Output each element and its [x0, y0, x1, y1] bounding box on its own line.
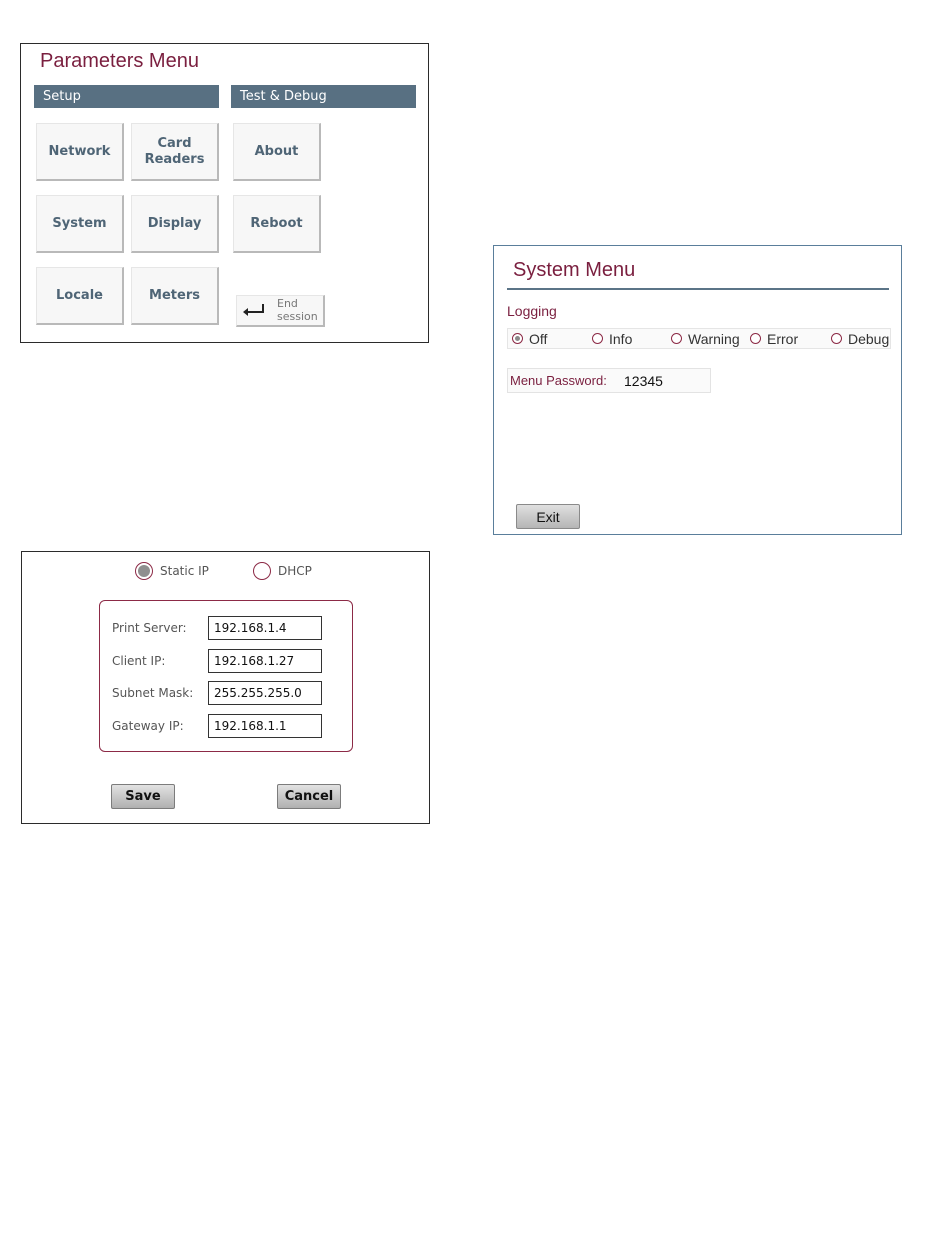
logging-radio-group	[507, 328, 891, 349]
logging-option-label: Off	[529, 330, 548, 347]
gateway-ip-row	[100, 714, 352, 738]
network-settings-panel	[21, 551, 430, 824]
menu-password-input[interactable]	[620, 370, 716, 391]
logging-option-debug[interactable]	[831, 329, 889, 348]
system-button[interactable]	[36, 195, 124, 253]
dhcp-radio[interactable]	[253, 560, 312, 582]
print-server-row	[100, 616, 352, 640]
end-session-button[interactable]	[236, 295, 325, 327]
radio-icon	[592, 333, 603, 344]
print-server-input[interactable]	[208, 616, 322, 640]
static-ip-radio[interactable]	[135, 560, 209, 582]
system-menu-title: System Menu	[513, 259, 636, 281]
exit-button[interactable]: Exit	[516, 504, 580, 529]
end-session-label: End session	[277, 297, 318, 323]
network-button[interactable]	[36, 123, 124, 181]
locale-button[interactable]	[36, 267, 124, 325]
client-ip-label: Client IP:	[112, 654, 166, 668]
meters-button[interactable]	[131, 267, 219, 325]
client-ip-row	[100, 649, 352, 673]
radio-icon	[671, 333, 682, 344]
about-button[interactable]	[233, 123, 321, 181]
print-server-label: Print Server:	[112, 621, 187, 635]
card-readers-button[interactable]	[131, 123, 219, 181]
radio-selected-icon	[512, 333, 523, 344]
radio-selected-icon	[135, 562, 153, 580]
test-debug-section-header: Test & Debug	[231, 85, 416, 108]
gateway-ip-input[interactable]	[208, 714, 322, 738]
card-readers-button-label: Card Readers	[144, 135, 205, 167]
system-menu-panel	[493, 245, 902, 535]
menu-password-field	[507, 368, 711, 393]
radio-icon	[831, 333, 842, 344]
network-button-label: Network	[48, 143, 111, 159]
locale-button-label: Locale	[56, 287, 103, 303]
parameters-menu-panel	[20, 43, 429, 343]
setup-section-header: Setup	[34, 85, 219, 108]
logging-option-off[interactable]	[512, 329, 547, 348]
save-button[interactable]: Save	[111, 784, 175, 809]
logging-option-label: Debug	[848, 330, 890, 347]
logging-option-label: Error	[767, 330, 799, 347]
menu-password-label: Menu Password:	[510, 373, 607, 388]
about-button-label: About	[254, 143, 299, 159]
logging-option-label: Warning	[688, 330, 740, 347]
subnet-mask-label: Subnet Mask:	[112, 686, 194, 700]
client-ip-input[interactable]	[208, 649, 322, 673]
static-ip-label: Static IP	[160, 564, 209, 578]
logging-option-info[interactable]	[592, 329, 632, 348]
radio-icon	[750, 333, 761, 344]
gateway-ip-label: Gateway IP:	[112, 719, 184, 733]
logging-label: Logging	[507, 303, 557, 319]
ip-settings-group	[99, 600, 353, 752]
logging-option-error[interactable]	[750, 329, 798, 348]
parameters-menu-title: Parameters Menu	[40, 50, 199, 72]
reboot-button-label: Reboot	[250, 215, 303, 231]
cancel-button[interactable]: Cancel	[277, 784, 341, 809]
system-button-label: System	[52, 215, 107, 231]
display-button[interactable]	[131, 195, 219, 253]
subnet-mask-row	[100, 681, 352, 705]
logging-option-label: Info	[609, 330, 633, 347]
return-arrow-icon	[241, 302, 265, 318]
radio-icon	[253, 562, 271, 580]
logging-option-warning[interactable]	[671, 329, 740, 348]
reboot-button[interactable]	[233, 195, 321, 253]
display-button-label: Display	[147, 215, 202, 231]
meters-button-label: Meters	[149, 287, 200, 303]
title-divider	[507, 288, 889, 290]
subnet-mask-input[interactable]	[208, 681, 322, 705]
dhcp-label: DHCP	[278, 564, 312, 578]
